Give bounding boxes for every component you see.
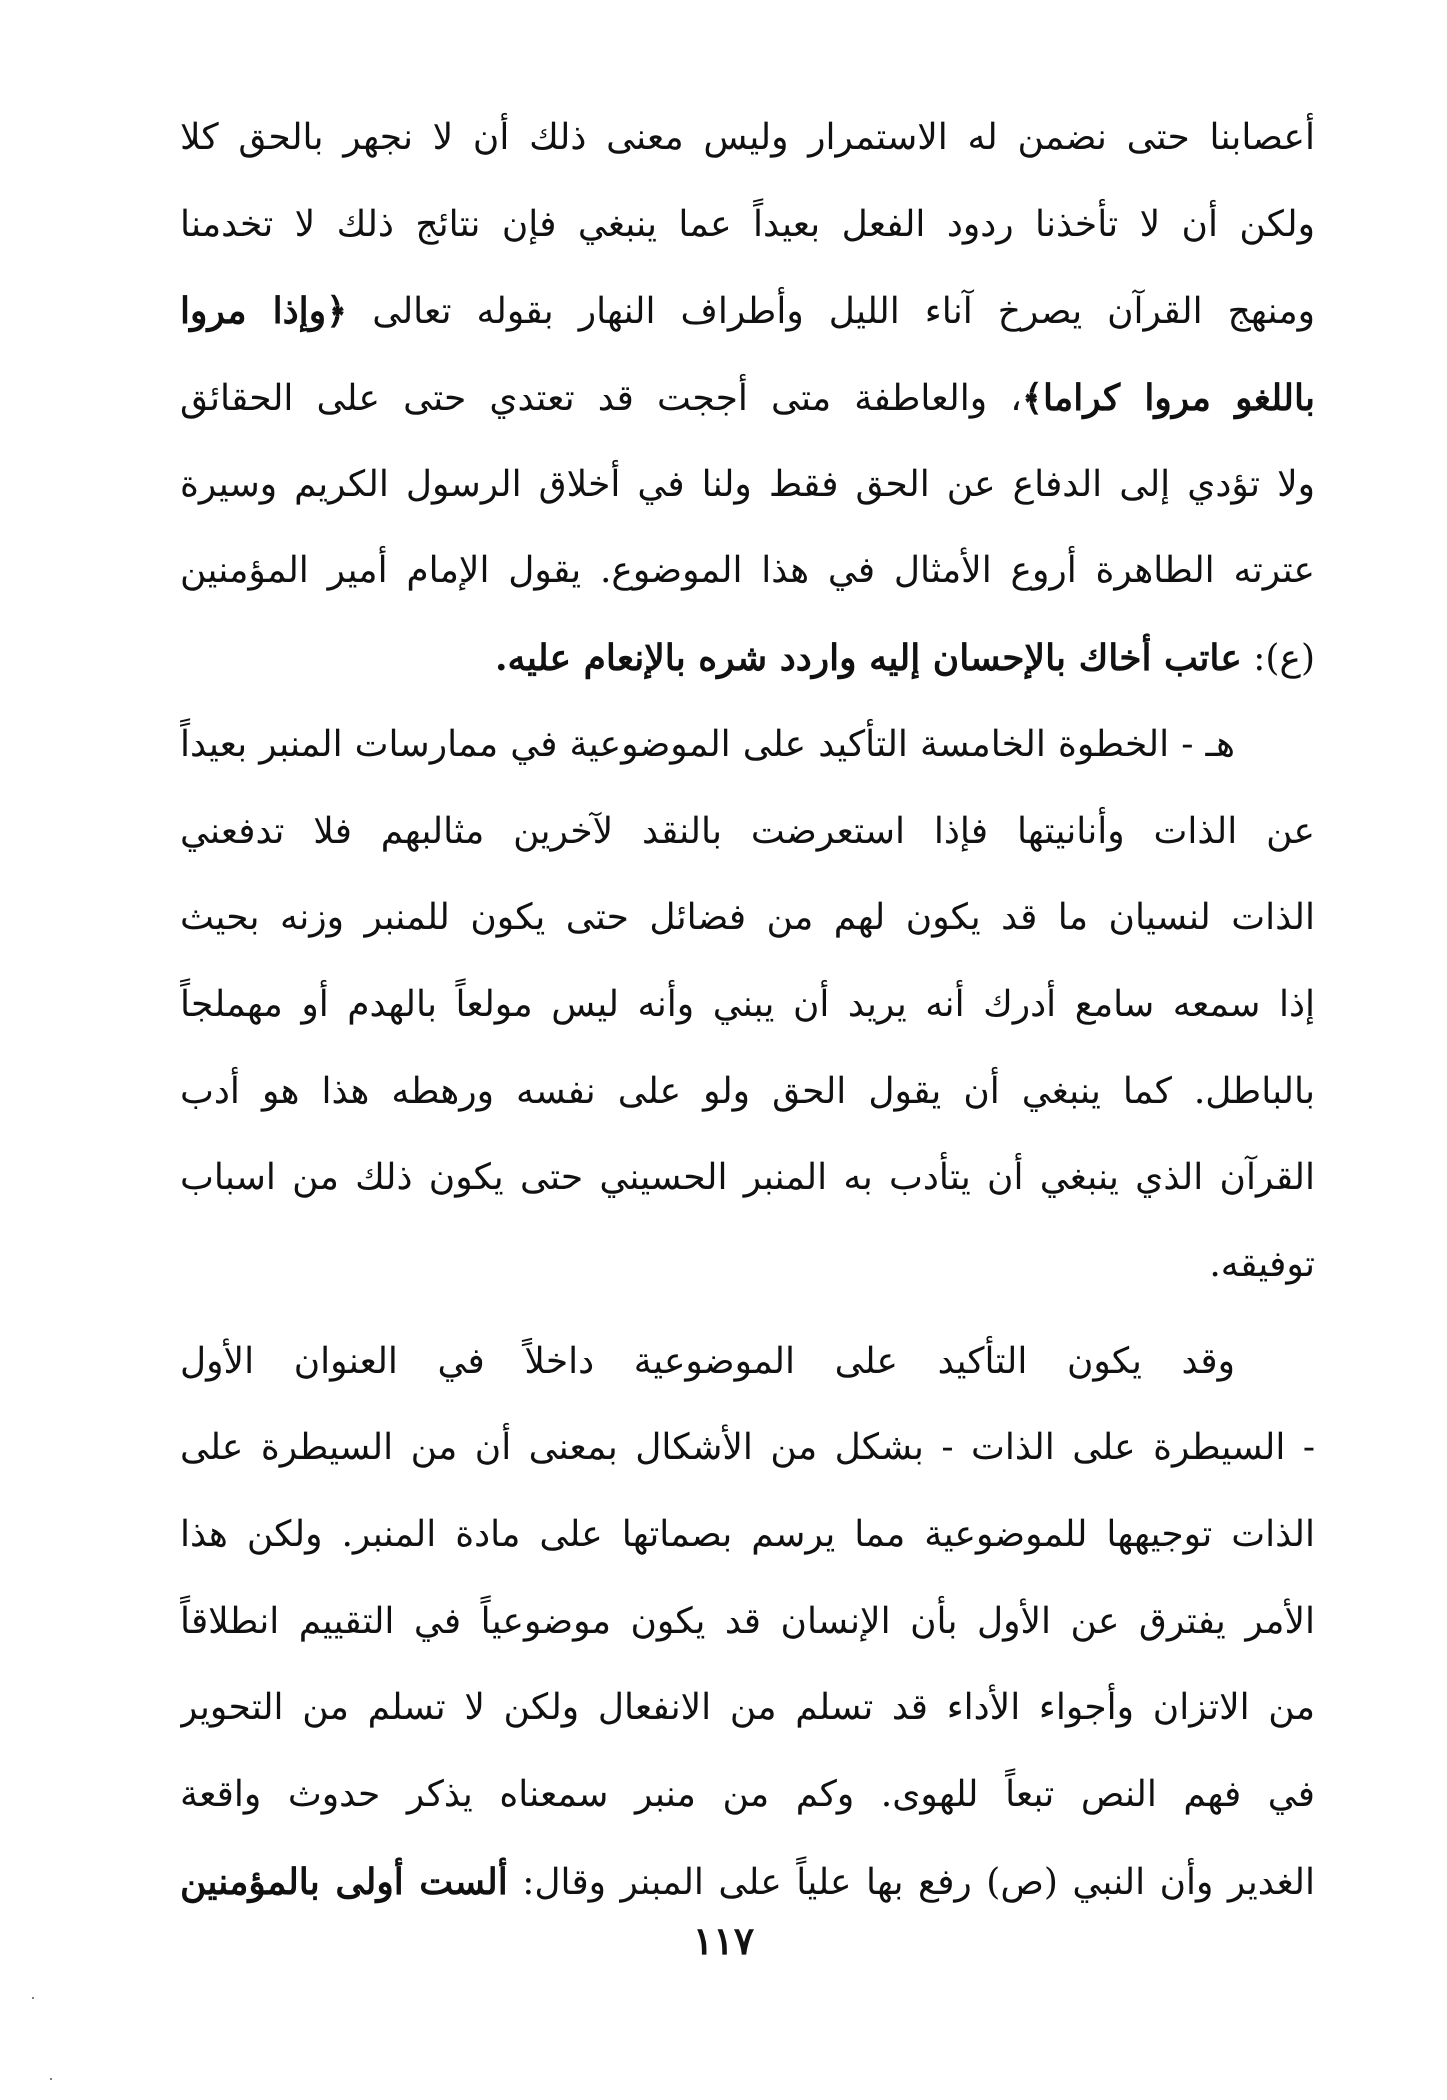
page-body [180,95,1315,1925]
text-line: ولا تؤدي إلى الدفاع عن الحق فقط ولنا في أخلاق الرسول الكريم وسيرة [180,463,1315,505]
text-line: الذات توجيهها للموضوعية مما يرسم بصماتها على مادة المنبر. ولكن هذا [180,1514,1315,1555]
text-line: ولكن أن لا تأخذنا ردود الفعل بعيداً عما ينبغي فإن نتائج ذلك لا تخدمنا [180,203,1315,245]
scan-speck [50,2078,52,2080]
text-line: - السيطرة على الذات - بشكل من الأشكال بمعنى أن من السيطرة على [180,1427,1315,1469]
text-segment: (ع): [1241,638,1315,680]
text-line: من الاتزان وأجواء الأداء قد تسلم من الانفعال ولكن لا تسلم من التحوير [180,1687,1315,1729]
text-line [180,615,1315,702]
text-segment: ، والعاطفة متى أججت قد تعتدي حتى على الحقائق [180,378,1022,420]
text-line [180,355,1315,442]
scan-speck [32,1997,34,1999]
hadith-quote: ألست أولى بالمؤمنين [180,1860,508,1903]
text-segment: الغدير وأن النبي (ص) رفع بها علياً على المبنر وقال: [507,1861,1315,1903]
text-line [180,268,1315,355]
imam-quote: عاتب أخاك بالإحسان إليه واردد شره بالإنعام عليه. [494,637,1242,680]
quran-verse: ﴿وإذا مروا [180,290,348,333]
text-line: أعصابنا حتى نضمن له الاستمرار وليس معنى ذلك أن لا نجهر بالحق كلا [180,117,1315,158]
text-line [180,1839,1315,1926]
text-line: القرآن الذي ينبغي أن يتأدب به المنبر الحسيني حتى يكون ذلك من اسباب [180,1157,1315,1199]
text-line: في فهم النص تبعاً للهوى. وكم من منبر سمعناه يذكر حدوث واقعة [180,1774,1315,1816]
text-line: الأمر يفترق عن الأول بأن الإنسان قد يكون موضوعياً في التقييم انطلاقاً [180,1600,1315,1642]
text-line: عن الذات وأنانيتها فإذا استعرضت بالنقد لآخرين مثالبهم فلا تدفعني [180,810,1315,852]
text-line: عترته الطاهرة أروع الأمثال في هذا الموضوع. يقول الإمام أمير المؤمنين [180,550,1315,592]
text-segment: ومنهج القرآن يصرخ آناء الليل وأطراف النهار بقوله تعالى [347,291,1315,333]
quran-verse: باللغو مروا كراما﴾ [1021,377,1315,420]
text-line: الذات لنسيان ما قد يكون لهم من فضائل حتى يكون للمنبر وزنه بحيث [180,897,1315,939]
text-line: بالباطل. كما ينبغي أن يقول الحق ولو على نفسه ورهطه هذا هو أدب [180,1070,1315,1112]
text-line: توفيقه. [1209,1243,1315,1285]
page-number: ١١٧ [692,1918,755,1963]
paragraph-start: وقد يكون التأكيد على الموضوعية داخلاً في العنوان الأول [180,1340,1235,1382]
text-line: إذا سمعه سامع أدرك أنه يريد أن يبني وأنه ليس مولعاً بالهدم أو مهملجاً [180,983,1315,1025]
paragraph-start: هـ - الخطوة الخامسة التأكيد على الموضوعية في ممارسات المنبر بعيداً [180,723,1235,765]
